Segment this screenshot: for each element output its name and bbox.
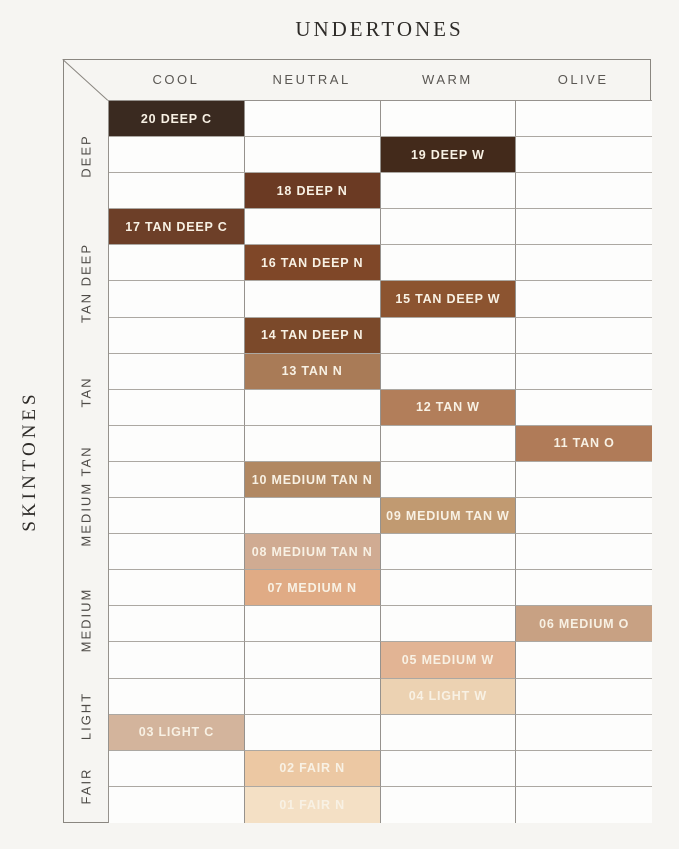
shade-swatch-06-medium-o	[516, 606, 652, 642]
skintone-group-labels	[63, 59, 108, 823]
shade-label: 06 MEDIUM O	[539, 616, 630, 631]
empty-cell	[516, 137, 652, 173]
shade-swatch-09-medium-tan-w	[381, 498, 517, 534]
empty-cell	[245, 679, 381, 715]
column-header-warm: WARM	[422, 72, 473, 87]
empty-cell	[516, 679, 652, 715]
empty-cell	[381, 426, 517, 462]
shade-swatch-16-tan-deep-n	[245, 245, 381, 281]
empty-cell	[109, 390, 245, 426]
empty-cell	[109, 137, 245, 173]
empty-cell	[516, 498, 652, 534]
empty-cell	[245, 642, 381, 678]
shade-label: 05 MEDIUM W	[401, 653, 494, 668]
shade-label: 11 TAN O	[553, 436, 615, 451]
empty-cell	[245, 390, 381, 426]
shade-label: 16 TAN DEEP N	[260, 255, 364, 270]
group-label-medium: MEDIUM	[78, 587, 93, 653]
group-label-light: LIGHT	[78, 691, 93, 741]
shade-grid	[108, 100, 652, 823]
group-label-medium-tan: MEDIUM TAN	[78, 445, 93, 547]
shade-label: 08 MEDIUM TAN N	[251, 544, 373, 559]
group-label-tan: TAN	[78, 376, 93, 408]
empty-cell	[381, 318, 517, 354]
empty-cell	[516, 642, 652, 678]
shade-swatch-03-light-c	[109, 715, 245, 751]
shade-label: 20 DEEP C	[140, 111, 212, 126]
empty-cell	[109, 787, 245, 823]
shade-swatch-07-medium-n	[245, 570, 381, 606]
empty-cell	[245, 137, 381, 173]
empty-cell	[109, 354, 245, 390]
empty-cell	[516, 715, 652, 751]
empty-cell	[381, 751, 517, 787]
shade-swatch-17-tan-deep-c	[109, 209, 245, 245]
shade-swatch-08-medium-tan-n	[245, 534, 381, 570]
shade-label: 02 FAIR N	[279, 761, 345, 776]
empty-cell	[381, 354, 517, 390]
empty-cell	[516, 318, 652, 354]
empty-cell	[245, 209, 381, 245]
shade-swatch-04-light-w	[381, 679, 517, 715]
empty-cell	[109, 570, 245, 606]
shade-swatch-05-medium-w	[381, 642, 517, 678]
empty-cell	[516, 787, 652, 823]
empty-cell	[516, 101, 652, 137]
shade-label: 13 TAN N	[281, 364, 343, 379]
empty-cell	[109, 245, 245, 281]
empty-cell	[381, 173, 517, 209]
empty-cell	[109, 642, 245, 678]
empty-cell	[245, 426, 381, 462]
empty-cell	[516, 354, 652, 390]
empty-cell	[245, 101, 381, 137]
shade-swatch-12-tan-w	[381, 390, 517, 426]
empty-cell	[381, 606, 517, 642]
column-header-olive: OLIVE	[557, 72, 609, 87]
empty-cell	[109, 173, 245, 209]
shade-swatch-15-tan-deep-w	[381, 281, 517, 317]
shade-swatch-19-deep-w	[381, 137, 517, 173]
empty-cell	[109, 462, 245, 498]
empty-cell	[245, 606, 381, 642]
undertone-column-headers	[108, 59, 651, 100]
shade-label: 17 TAN DEEP C	[125, 219, 228, 234]
shade-label: 15 TAN DEEP W	[395, 292, 501, 307]
empty-cell	[381, 462, 517, 498]
shade-swatch-01-fair-n	[245, 787, 381, 823]
shade-label: 12 TAN W	[415, 400, 480, 415]
shade-swatch-11-tan-o	[516, 426, 652, 462]
empty-cell	[109, 426, 245, 462]
empty-cell	[381, 715, 517, 751]
empty-cell	[381, 787, 517, 823]
empty-cell	[109, 751, 245, 787]
shade-swatch-13-tan-n	[245, 354, 381, 390]
group-label-deep: DEEP	[78, 134, 93, 178]
empty-cell	[381, 534, 517, 570]
column-header-neutral: NEUTRAL	[272, 72, 351, 87]
shade-label: 07 MEDIUM N	[267, 580, 357, 595]
shade-label: 09 MEDIUM TAN W	[386, 508, 510, 523]
empty-cell	[109, 606, 245, 642]
empty-cell	[516, 570, 652, 606]
shade-swatch-14-tan-deep-n	[245, 318, 381, 354]
shade-label: 03 LIGHT C	[138, 725, 215, 740]
shade-label: 19 DEEP W	[411, 147, 485, 162]
empty-cell	[109, 679, 245, 715]
empty-cell	[381, 245, 517, 281]
shade-label: 04 LIGHT W	[408, 689, 487, 704]
empty-cell	[516, 462, 652, 498]
group-label-fair: FAIR	[78, 767, 93, 805]
shade-swatch-10-medium-tan-n	[245, 462, 381, 498]
empty-cell	[381, 209, 517, 245]
empty-cell	[516, 390, 652, 426]
empty-cell	[245, 715, 381, 751]
empty-cell	[109, 498, 245, 534]
shade-swatch-18-deep-n	[245, 173, 381, 209]
empty-cell	[516, 751, 652, 787]
empty-cell	[109, 534, 245, 570]
skintones-axis-title: SKINTONES	[19, 390, 40, 532]
empty-cell	[109, 318, 245, 354]
empty-cell	[516, 534, 652, 570]
shade-label: 10 MEDIUM TAN N	[251, 472, 373, 487]
empty-cell	[381, 570, 517, 606]
empty-cell	[516, 245, 652, 281]
shade-swatch-20-deep-c	[109, 101, 245, 137]
empty-cell	[516, 209, 652, 245]
shade-label: 14 TAN DEEP N	[260, 328, 364, 343]
empty-cell	[245, 281, 381, 317]
shade-label: 18 DEEP N	[276, 183, 348, 198]
empty-cell	[516, 281, 652, 317]
empty-cell	[516, 173, 652, 209]
shade-swatch-02-fair-n	[245, 751, 381, 787]
group-label-tan-deep: TAN DEEP	[78, 242, 93, 324]
empty-cell	[381, 101, 517, 137]
shade-label: 01 FAIR N	[279, 797, 345, 812]
empty-cell	[245, 498, 381, 534]
chart-title: UNDERTONES	[295, 17, 464, 41]
column-header-cool: COOL	[152, 72, 200, 87]
empty-cell	[109, 281, 245, 317]
